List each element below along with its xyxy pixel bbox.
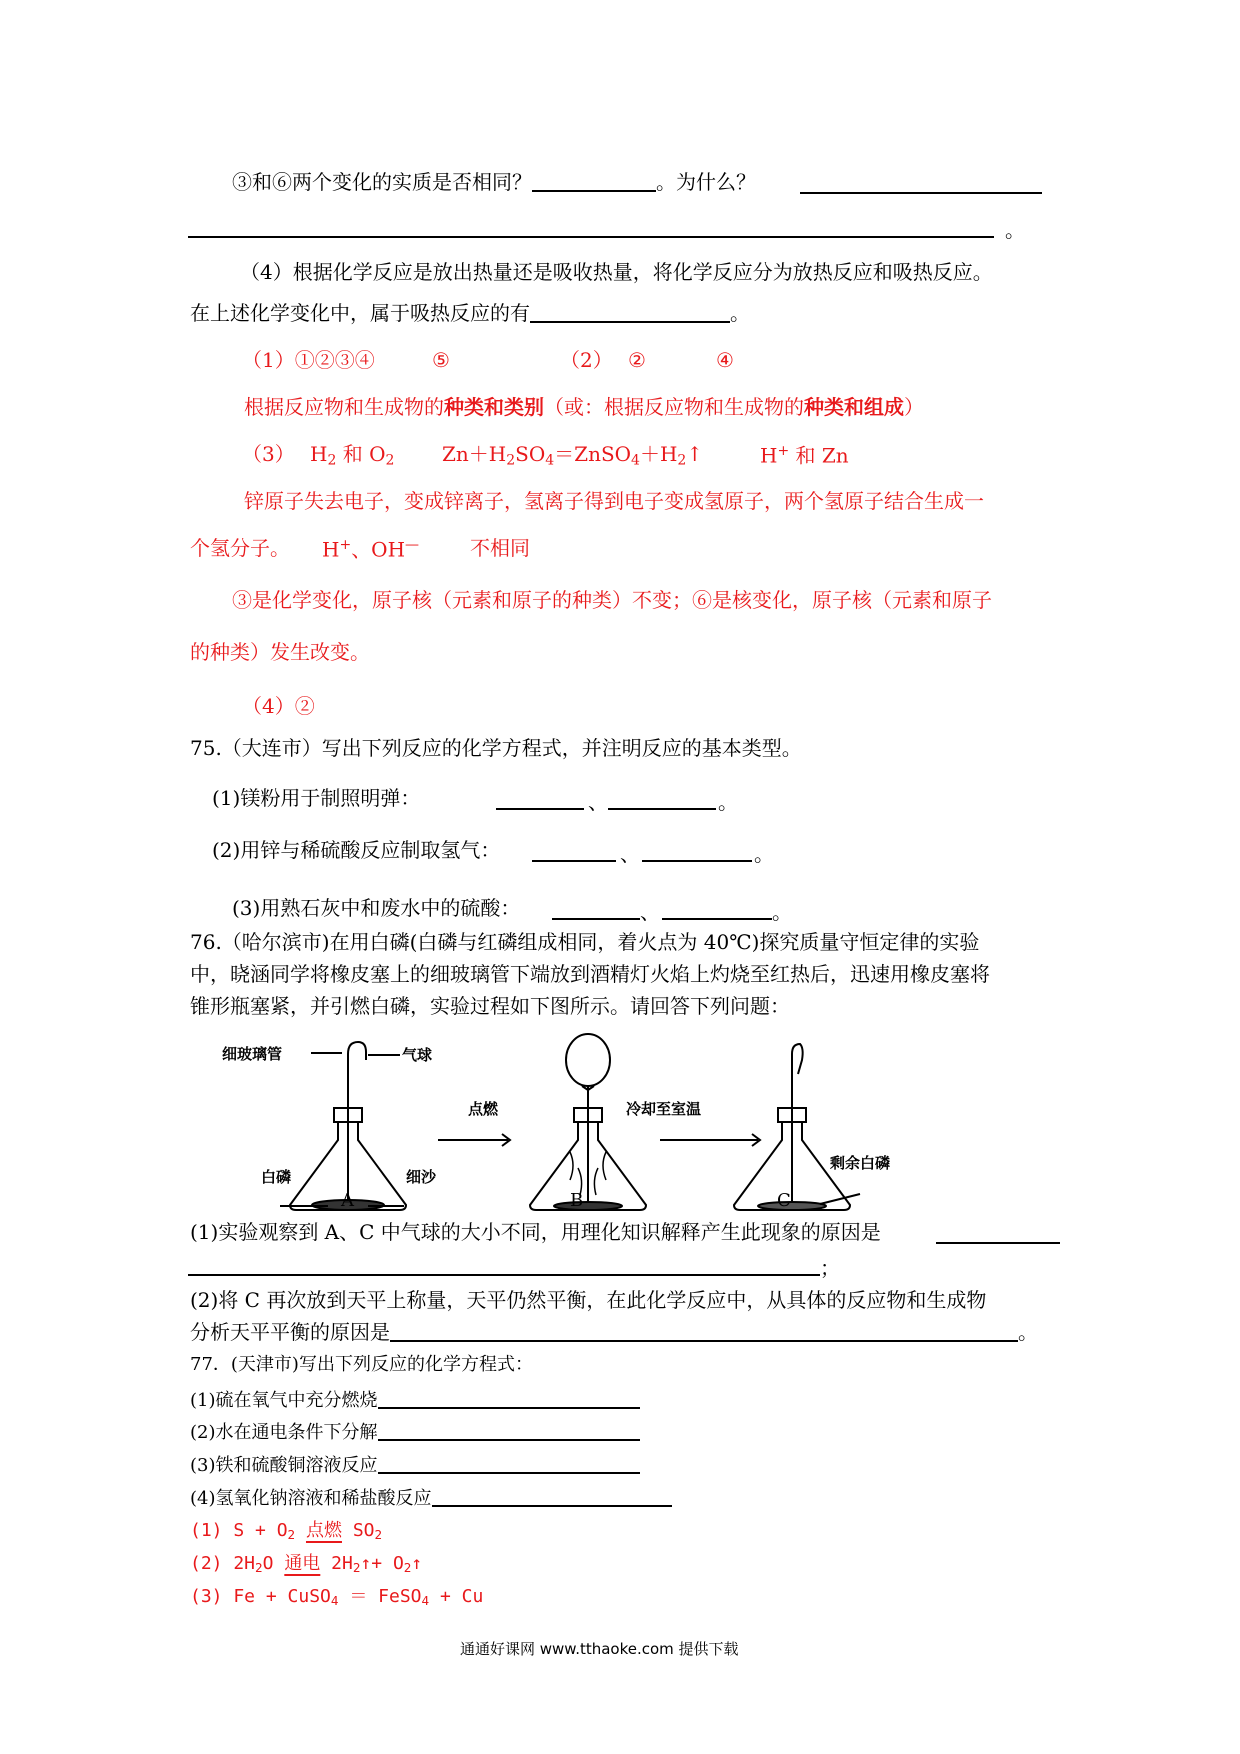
label-balloon: 气球 <box>402 1046 433 1064</box>
answer-text: ⑤ <box>432 348 450 372</box>
flask-b <box>530 1034 646 1210</box>
answer-blank[interactable] <box>552 918 640 920</box>
separator: 、 <box>640 900 660 924</box>
experiment-figure <box>210 1030 930 1215</box>
flask-label-b: B <box>570 1190 584 1211</box>
answer-text: ② <box>628 348 646 372</box>
separator: 、 <box>620 842 640 866</box>
answer-blank[interactable] <box>188 236 994 238</box>
label-tube: 细玻璃管 <box>222 1045 283 1063</box>
equation-answer-1: (1) $S + O_2$ 点燃 $SO_2$ <box>190 1520 383 1543</box>
flask-label-c: C <box>777 1190 791 1211</box>
answer-line: 个氢分子。 <box>190 536 290 560</box>
answer-blank[interactable] <box>532 860 616 862</box>
condition-label: 点燃 <box>305 1520 342 1541</box>
answer-text: H+ 和 Zn <box>760 443 849 468</box>
question-line: 锥形瓶塞紧，并引燃白磷，实验过程如下图所示。请回答下列问题： <box>190 994 790 1018</box>
answer-text: ④ <box>716 348 734 372</box>
question-item: (1)实验观察到 A、C 中气球的大小不同，用理化知识解释产生此现象的原因是 <box>190 1220 881 1244</box>
question-item: (4)氢氧化钠溶液和稀盐酸反应 <box>190 1487 672 1508</box>
question-title: 77．(天津市)写出下列反应的化学方程式： <box>190 1354 533 1375</box>
question-text: 在上述化学变化中，属于吸热反应的有 <box>190 301 530 325</box>
label-phosphorus: 白磷 <box>261 1168 292 1186</box>
answer-blank[interactable] <box>642 860 752 862</box>
answer-text: （1）①②③④ <box>242 348 375 372</box>
question-line <box>232 172 756 192</box>
question-line <box>190 303 750 323</box>
question-item: (2)将 C 再次放到天平上称量，天平仍然平衡，在此化学反应中，从具体的反应物和生成物 <box>190 1288 987 1312</box>
question-text: 。为什么？ <box>656 170 756 194</box>
answer-blank[interactable] <box>800 192 1042 194</box>
condition-label: 通电 <box>284 1553 321 1574</box>
period: 。 <box>1005 218 1025 242</box>
answer-blank[interactable] <box>378 1389 640 1409</box>
answer-text: （或：根据反应物和生成物的 <box>544 395 804 419</box>
page-footer: 通通好课网 www.tthaoke.com 提供下载 <box>460 1640 739 1658</box>
answer-blank[interactable] <box>378 1421 640 1441</box>
answer-text: （3） <box>242 442 295 466</box>
answer-text: （2） <box>560 348 613 372</box>
question-title: 75.（大连市）写出下列反应的化学方程式，并注明反应的基本类型。 <box>190 736 802 760</box>
answer-blank[interactable] <box>608 808 716 810</box>
question-text: ③和⑥两个变化的实质是否相同？ <box>232 170 532 194</box>
label-ignite: 点燃 <box>468 1100 499 1118</box>
answer-blank[interactable] <box>390 1322 1018 1342</box>
answer-text: 根据反应物和生成物的 <box>244 395 444 419</box>
answer-blank[interactable] <box>936 1242 1060 1244</box>
question-item: (2)水在通电条件下分解 <box>190 1421 640 1442</box>
period: 。 <box>754 842 774 866</box>
answer-text: H+、OH— <box>322 537 420 562</box>
answer-blank[interactable] <box>188 1274 820 1276</box>
question-line: （4）根据化学反应是放出热量还是吸收热量，将化学反应分为放热反应和吸热反应。 <box>240 260 993 284</box>
period: 。 <box>772 900 792 924</box>
flask-a <box>280 1042 406 1210</box>
answer-line: 的种类）发生改变。 <box>190 640 370 664</box>
equation: $Zn+H_2SO_4=ZnSO_4+H_2↑$ <box>442 442 704 469</box>
question-item: (3)铁和硫酸铜溶液反应 <box>190 1454 640 1475</box>
question-item: (1)镁粉用于制照明弹： <box>212 786 421 810</box>
label-remaining: 剩余白磷 <box>830 1154 891 1172</box>
question-line: 76.（哈尔滨市)在用白磷(白磷与红磷组成相同，着火点为 40℃)探究质量守恒定律的实验 <box>190 930 980 954</box>
answer-blank[interactable] <box>532 172 656 192</box>
semicolon: ； <box>820 1256 840 1280</box>
answer-bold: 种类和类别 <box>444 395 544 419</box>
answer-line: ③是化学变化，原子核（元素和原子的种类）不变；⑥是核变化，原子核（元素和原子 <box>232 588 992 612</box>
separator: 、 <box>588 790 608 814</box>
flask-label-a: A <box>341 1190 354 1211</box>
answer-blank[interactable] <box>662 918 772 920</box>
equation-answer-2: (2) $2H_2O$ 通电 $2H_2↑+$ $O_2↑$ <box>190 1553 423 1576</box>
question-item: (1)硫在氧气中充分燃烧 <box>190 1389 640 1410</box>
answer-blank[interactable] <box>530 303 730 323</box>
answer-blank[interactable] <box>378 1454 640 1474</box>
equation-answer-3: (3) Fe + CuSO$_4$ ＝ FeSO$_4$ + Cu <box>190 1586 484 1609</box>
answer-blank[interactable] <box>496 808 584 810</box>
answer-blank[interactable] <box>432 1487 672 1507</box>
question-line: 中，晓涵同学将橡皮塞上的细玻璃管下端放到酒精灯火焰上灼烧至红热后，迅速用橡皮塞将 <box>190 962 990 986</box>
answer-line: （4）② <box>242 694 315 718</box>
period: 。 <box>730 301 750 325</box>
question-item: (3)用熟石灰中和废水中的硫酸： <box>232 896 521 920</box>
label-sand: 细沙 <box>406 1168 437 1186</box>
answer-line: 锌原子失去电子，变成锌离子，氢离子得到电子变成氢原子，两个氢原子结合生成一 <box>244 489 984 513</box>
answer-line: $H_2$ 和 $O_2$ <box>310 442 395 469</box>
answer-text: 不相同 <box>470 536 530 560</box>
answer-text: ） <box>904 395 924 419</box>
answer-line <box>244 397 924 417</box>
period: 。 <box>718 790 738 814</box>
flask-c <box>734 1044 860 1210</box>
label-cool: 冷却至室温 <box>626 1100 702 1118</box>
question-item: (2)用锌与稀硫酸反应制取氢气： <box>212 838 501 862</box>
question-item: 分析天平平衡的原因是 。 <box>190 1320 1038 1344</box>
answer-line <box>242 350 375 370</box>
answer-bold: 种类和组成 <box>804 395 904 419</box>
